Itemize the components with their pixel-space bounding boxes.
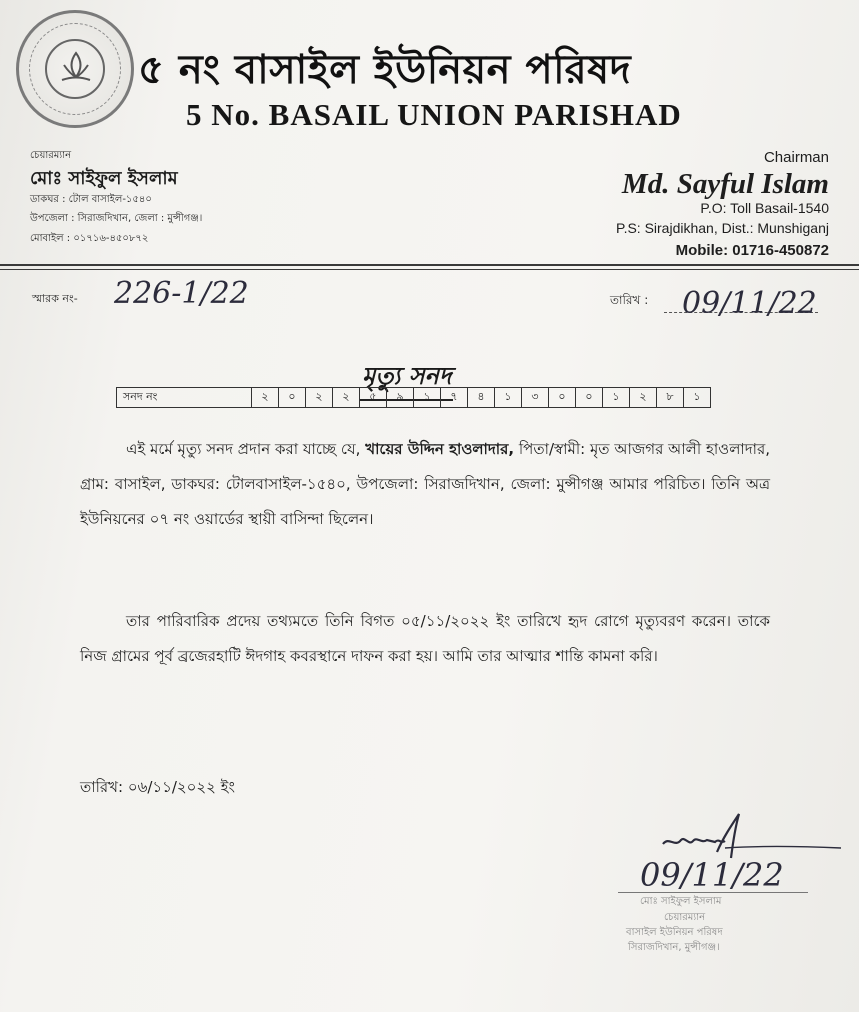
certificate-digit: ২ [306, 388, 333, 408]
header-divider [0, 264, 859, 266]
certificate-digit: ৯ [387, 388, 414, 408]
certificate-digit: ৫ [360, 388, 387, 408]
certificate-digit: ৩ [522, 388, 549, 408]
chairman-name-en: Md. Sayful Islam [621, 168, 829, 200]
certificate-digit: ০ [576, 388, 603, 408]
certificate-digit: ১ [603, 388, 630, 408]
body-paragraph-2 [80, 604, 770, 674]
mobile-bn: মোবাইল : ০১৭১৬-৪৫০৮৭২ [30, 233, 149, 244]
p2-text: তার পারিবারিক প্রদেয় তথ্যমতে তিনি বিগত ০৫/১১/২০২২ ইং তারিখে হৃদ রোগে মৃত্যুবরণ করেন। তাকে নিজ গ্রামের পূর্ব ব্রজেরহাটি ঈদগাহ কবরস্থানে দাফন করা হয়। আমি তার আত্মার শান্তি কামনা করি। [80, 612, 770, 665]
certificate-digit: ৭ [441, 388, 468, 408]
certificate-digit: ০ [549, 388, 576, 408]
stamp-place: সিরাজদিখান, মুন্সীগঞ্জ। [628, 942, 720, 953]
certificate-digit: ১ [495, 388, 522, 408]
issue-date: তারিখ: ০৬/১১/২০২২ ইং [80, 778, 235, 796]
government-seal-logo [16, 10, 134, 128]
body-paragraph-1 [80, 432, 770, 537]
p1-details: পিতা/স্বামী: মৃত আজগর আলী হাওলাদার, গ্রাম: বাসাইল, ডাকঘর: টোলবাসাইল-১৫৪০, উপজেলা: সিরাজদিখান, জেলা: মুন্সীগঞ্জ আমার পরিচিত। তিনি অত্র ইউনিয়নের ০৭ নং ওয়ার্ডের স্থায়ী বাসিন্দা ছিলেন। [80, 440, 770, 528]
certificate-digit: ৮ [657, 388, 684, 408]
stamp-role: চেয়ারম্যান [664, 912, 706, 923]
upazila-bn: উপজেলা : সিরাজদিখান, জেলা : মুন্সীগঞ্জ। [30, 213, 203, 224]
certificate-digit: ০ [279, 388, 306, 408]
memo-label: স্মারক নং- [32, 292, 78, 305]
p1-intro: এই মর্মে মৃত্যু সনদ প্রদান করা যাচ্ছে যে, [126, 440, 366, 458]
stamp-organization: বাসাইল ইউনিয়ন পরিষদ [626, 927, 723, 938]
memo-number-handwritten: 226-1/22 [114, 276, 249, 311]
stamp-name: মোঃ সাইফুল ইসলাম [640, 896, 722, 907]
post-office-bn: ডাকঘর : টোল বাসাইল-১৫৪০ [30, 194, 152, 205]
certificate-digit: ১ [684, 388, 711, 408]
letterhead-title-bangla: ৫ নং বাসাইল ইউনিয়ন পরিষদ [138, 46, 632, 93]
post-office-en: P.O: Toll Basail-1540 [700, 200, 829, 216]
certificate-digit: ১ [414, 388, 441, 408]
police-station-en: P.S: Sirajdikhan, Dist.: Munshiganj [616, 220, 829, 236]
deceased-name: খায়ের উদ্দিন হাওলাদার, [365, 440, 515, 458]
signature-line [618, 892, 808, 893]
mobile-en: Mobile: 01716-450872 [675, 242, 829, 259]
certificate-digit: ৪ [468, 388, 495, 408]
chairman-name-bn: মোঃ সাইফুল ইসলাম [30, 168, 178, 189]
certificate-number-table [116, 387, 711, 408]
date-handwritten: 09/11/22 [682, 286, 817, 321]
certificate-number-label: সনদ নং [117, 388, 252, 408]
letterhead-title-english: 5 No. BASAIL UNION PARISHAD [186, 97, 682, 132]
certificate-title: মৃত্যু সনদ [360, 358, 453, 401]
certificate-digit: ২ [333, 388, 360, 408]
certificate-digit: ২ [252, 388, 279, 408]
chairman-role-bn: চেয়ারম্যান [30, 150, 72, 161]
date-label: তারিখ : [610, 293, 649, 307]
signature-date-handwritten: 09/11/22 [640, 856, 784, 894]
chairman-role-en: Chairman [763, 149, 829, 166]
header-divider-thin [0, 269, 859, 270]
certificate-digit: ২ [630, 388, 657, 408]
